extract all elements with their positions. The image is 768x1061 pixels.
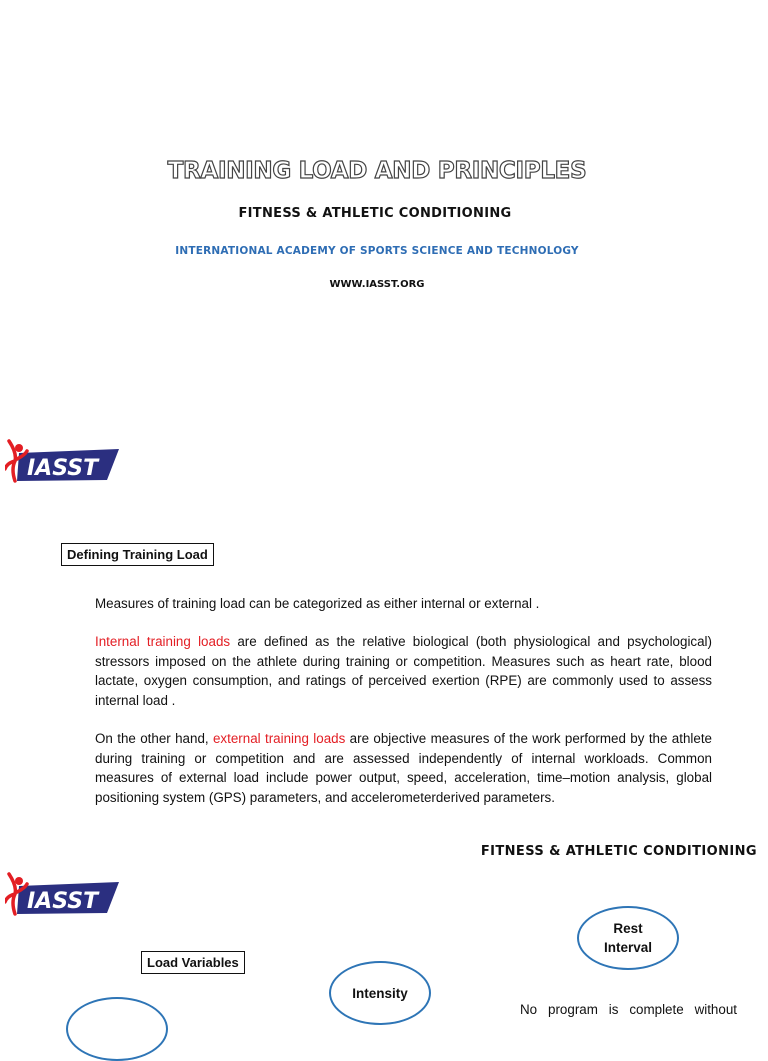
program-paragraph: No program is complete without bbox=[520, 1002, 737, 1017]
logo-figure-head bbox=[15, 444, 23, 452]
internal-load-term: Internal training loads bbox=[95, 634, 231, 649]
logo-figure-head bbox=[15, 877, 23, 885]
iasst-logo bbox=[5, 437, 125, 487]
rest-interval-line1: Rest bbox=[613, 921, 643, 936]
document-title: TRAINING LOAD AND PRINCIPLES bbox=[167, 158, 587, 184]
iasst-logo-page2 bbox=[5, 870, 125, 920]
website-link[interactable]: WWW.IASST.ORG bbox=[329, 279, 425, 290]
intensity-oval: Intensity bbox=[329, 961, 431, 1025]
internal-load-definition: are defined as the relative biological (both physiological and psychological) stressors imposed on the athlete during training or competition. Measures such as heart rate, blood lactate, oxygen consumption, and ratings of perceived exertion (RPE) are commonly used to assess internal load . bbox=[95, 634, 712, 708]
page-header: FITNESS & ATHLETIC CONDITIONING bbox=[480, 844, 757, 859]
logo-text: IASST bbox=[27, 889, 99, 914]
external-load-definition: are objective measures of the work performed by the athlete during training or competition and are assessed independently of internal workloads. Common measures of external load include power output, speed, acceleration, time–motion analysis, global positioning system (GPS) parameters, and accelerometerderived parameters. bbox=[95, 731, 713, 805]
rest-interval-label bbox=[604, 919, 652, 957]
external-load-paragraph bbox=[95, 729, 712, 807]
logo-text: IASST bbox=[27, 456, 99, 481]
section-heading-defining-training-load: Defining Training Load bbox=[61, 543, 214, 566]
intro-paragraph: Measures of training load can be categorized as either internal or external . bbox=[95, 596, 540, 611]
organization-name: INTERNATIONAL ACADEMY OF SPORTS SCIENCE AND TECHNOLOGY bbox=[175, 245, 579, 257]
internal-load-paragraph bbox=[95, 632, 712, 710]
external-load-intro: On the other hand, bbox=[95, 731, 213, 746]
rest-interval-line2: Interval bbox=[603, 940, 653, 955]
iasst-logo-graphic bbox=[5, 437, 125, 487]
section-heading-load-variables: Load Variables bbox=[141, 951, 245, 974]
variable-oval-partial bbox=[66, 997, 168, 1061]
document-subtitle: FITNESS & ATHLETIC CONDITIONING bbox=[238, 206, 512, 221]
rest-interval-oval bbox=[577, 906, 679, 970]
external-load-term: external training loads bbox=[212, 731, 346, 746]
iasst-logo-graphic-page2 bbox=[5, 870, 125, 920]
